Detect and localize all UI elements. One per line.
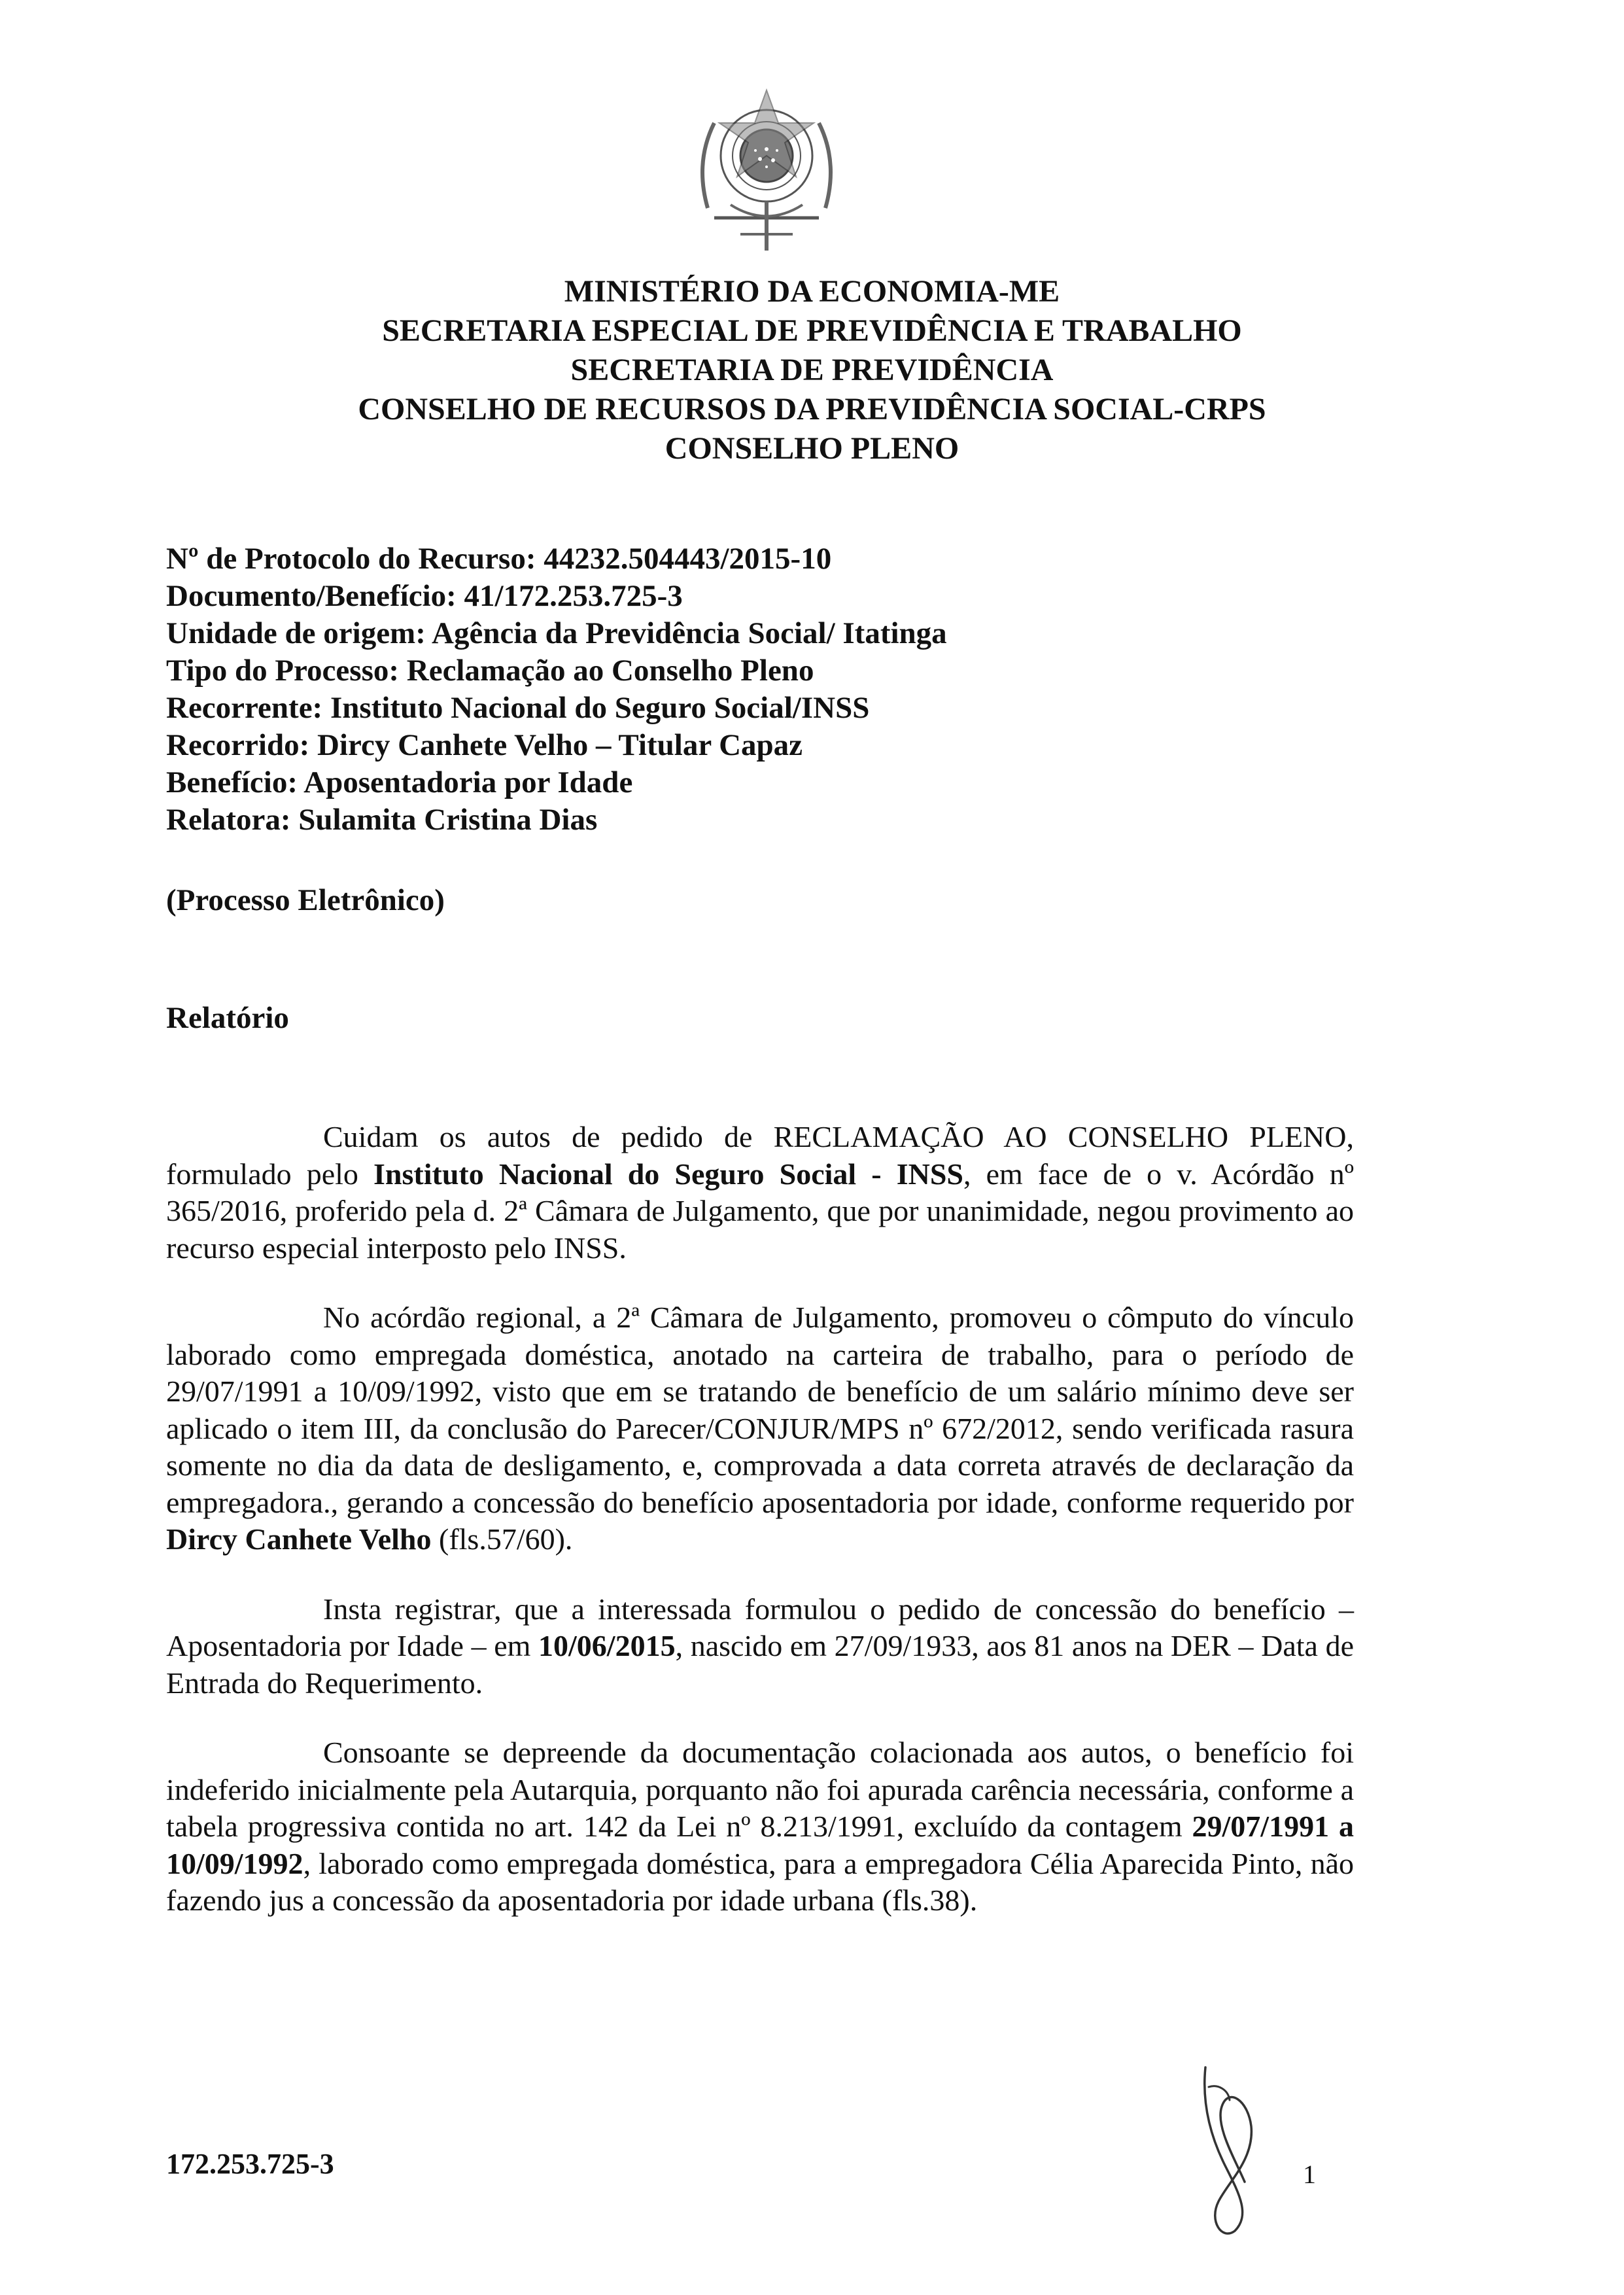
p2-bold: Dircy Canhete Velho [166,1522,432,1556]
header-ministry: MINISTÉRIO DA ECONOMIA-ME [564,274,1060,309]
p4-text-a: Consoante se depreende da documentação colacionada aos autos, o benefício foi indeferido inicialmente pela Autarquia, porquanto não foi apurada carência necessária, conforme a tabela progressiva contida no art. 142 da Lei nº 8.213/1991, excluído da contagem [166,1736,1354,1843]
p4-bold: 29/07/1991 a 10/09/1992 [166,1810,1355,1880]
p1-text-c: , em face de o v. Acórdão nº 365/2016, proferido pela d. 2ª Câmara de Julgamento, que por unanimidade, negou provimento ao recurso especial interposto pelo INSS. [166,1157,1355,1265]
meta-documento: Documento/Benefício: 41/172.253.725-3 [166,579,683,613]
p2-text-c: (fls.57/60). [431,1522,573,1556]
page-number: 1 [1303,2160,1316,2189]
meta-protocolo: Nº de Protocolo do Recurso: 44232.504443/2015-10 [166,542,832,576]
p2-text-a: No acórdão regional, a 2ª Câmara de Julgamento, promoveu o cômputo do vínculo laborado como empregada doméstica, anotado na carteira de trabalho, para o período de 29/07/1991 a 10/09/1992, visto que em se tratando de benefício de um salário mínimo deve ser aplicado o item III, da conclusão do Parecer/CONJUR/MPS nº 672/2012, sendo verificada rasura somente no dia da data de desligamento, e, comprovada a data correta através de declaração da empregadora., gerando a concessão do benefício aposentadoria por idade, conforme requerido por [166,1301,1354,1519]
meta-unidade: Unidade de origem: Agência da Previdência Social/ Itatinga [166,616,947,650]
handwritten-initials-icon [1189,2061,1268,2237]
p3-text-a: Insta registrar, que a interessada formulou o pedido de concessão do benefício – Aposentadoria por Idade – em [166,1592,1354,1662]
header-council: CONSELHO DE RECURSOS DA PREVIDÊNCIA SOCIAL-CRPS [358,392,1266,427]
brazil-coat-of-arms-icon [668,77,865,260]
meta-tipo: Tipo do Processo: Reclamação ao Conselho Pleno [166,654,814,688]
section-title: Relatório [166,1001,289,1035]
meta-recorrido: Recorrido: Dircy Canhete Velho – Titular Capaz [166,728,803,762]
process-note: (Processo Eletrônico) [166,883,445,917]
meta-relatora: Relatora: Sulamita Cristina Dias [166,803,598,837]
paragraph-2 [166,1299,1354,1558]
meta-recorrente: Recorrente: Instituto Nacional do Seguro Social/INSS [166,691,870,725]
process-metadata [166,540,1409,839]
paragraph-4 [166,1734,1354,1919]
p1-bold: Instituto Nacional do Seguro Social - INSS [373,1157,964,1191]
paragraph-3 [166,1591,1354,1702]
meta-beneficio: Benefício: Aposentadoria por Idade [166,765,633,799]
header-plenary: CONSELHO PLENO [665,431,959,466]
p3-text-c: , nascido em 27/09/1933, aos 81 anos na DER – Data de Entrada do Requerimento. [166,1629,1355,1700]
report-body [166,1119,1354,1952]
p3-bold: 10/06/2015 [538,1629,676,1662]
document-header [0,272,1624,468]
p4-text-c: , laborado como empregada doméstica, para a empregadora Célia Aparecida Pinto, não fazendo jus a concessão da aposentadoria por idade urbana (fls.38). [166,1846,1354,1917]
header-secretariat: SECRETARIA DE PREVIDÊNCIA [570,353,1054,387]
paragraph-1 [166,1119,1354,1267]
footer-document-id: 172.253.725-3 [166,2148,334,2180]
p1-text-a: Cuidam os autos de pedido de RECLAMAÇÃO AO CONSELHO PLENO, formulado pelo [166,1120,1354,1191]
header-special-secretariat: SECRETARIA ESPECIAL DE PREVIDÊNCIA E TRABALHO [382,313,1242,348]
